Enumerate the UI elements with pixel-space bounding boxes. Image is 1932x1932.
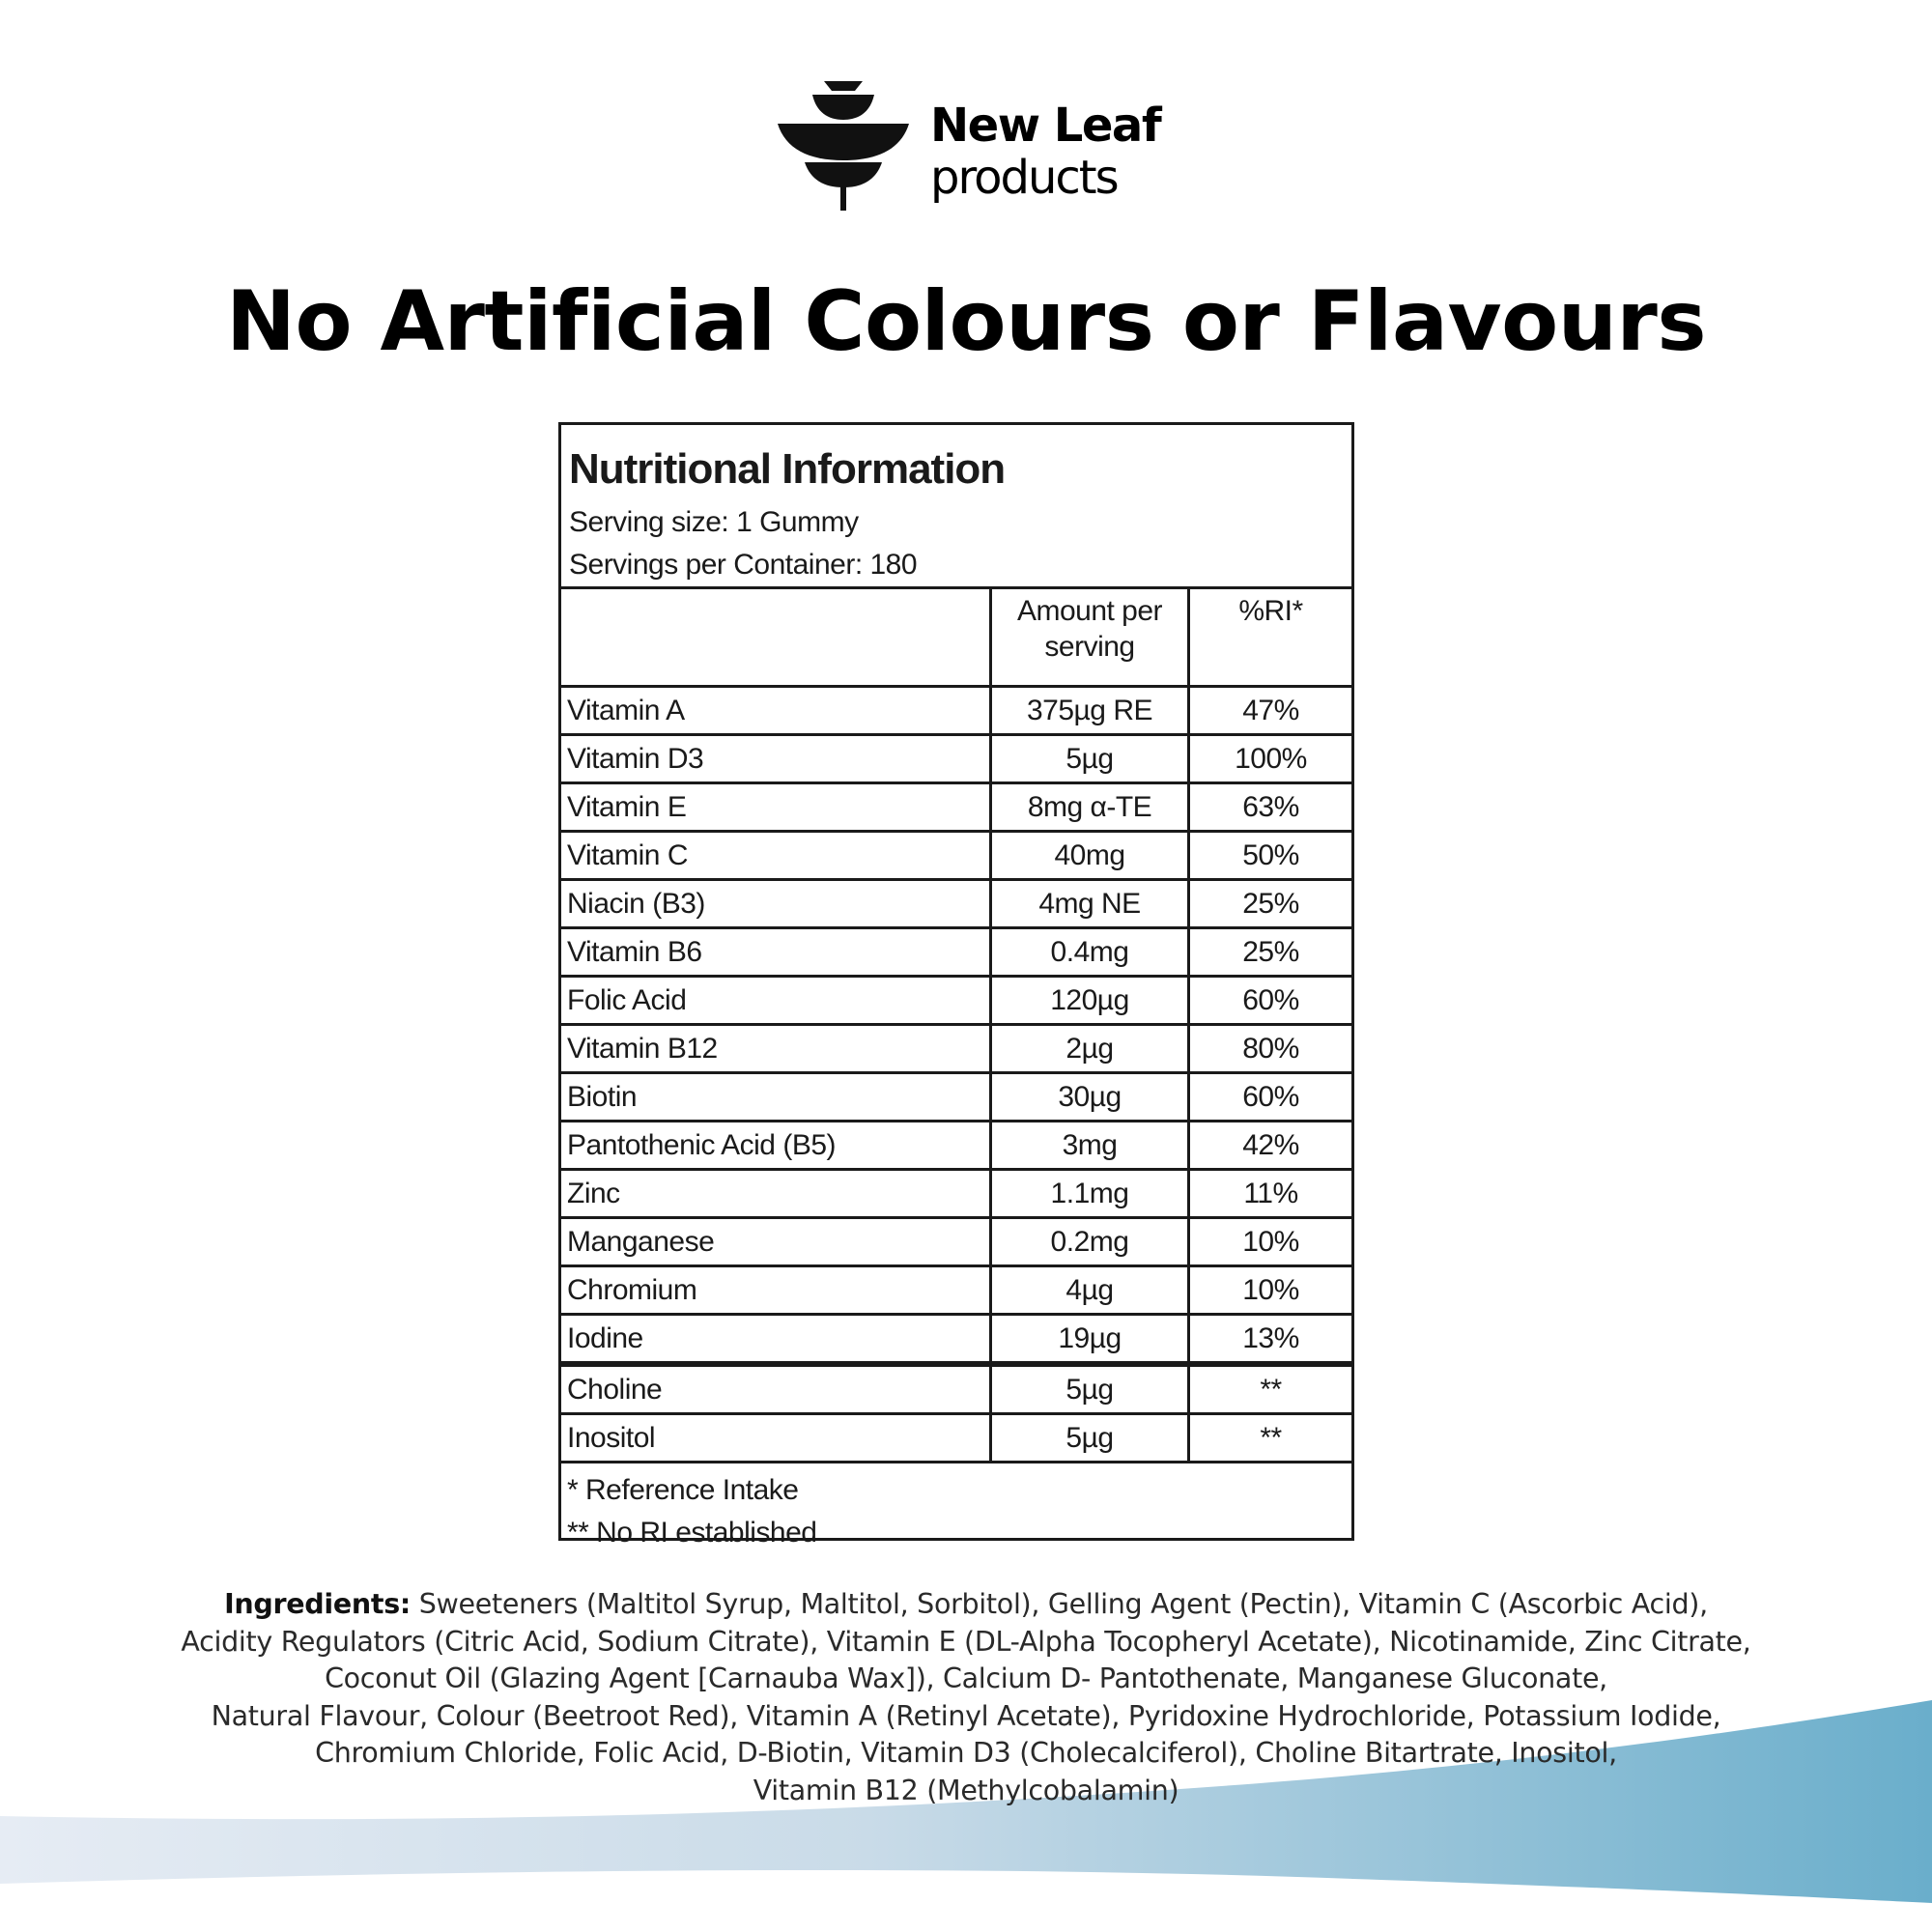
nutrition-panel xyxy=(558,422,1354,1548)
ingredients-label: Ingredients: xyxy=(224,1588,411,1620)
table-row xyxy=(561,783,1351,832)
cell-name: Iodine xyxy=(561,1315,991,1365)
cell-ri: 63% xyxy=(1189,783,1352,832)
cell-amount: 4mg NE xyxy=(991,880,1189,928)
cell-ri: 25% xyxy=(1189,928,1352,977)
cell-amount: 40mg xyxy=(991,832,1189,880)
headline: No Artificial Colours or Flavours xyxy=(225,273,1707,370)
cell-amount: 0.2mg xyxy=(991,1218,1189,1266)
cell-name: Vitamin D3 xyxy=(561,735,991,783)
table-row xyxy=(561,880,1351,928)
table-row xyxy=(561,687,1351,735)
cell-ri: 60% xyxy=(1189,1073,1352,1122)
footnote-no-ri: ** No RI established xyxy=(567,1517,817,1548)
cell-ri: ** xyxy=(1189,1414,1352,1463)
cell-amount: 8mg α-TE xyxy=(991,783,1189,832)
cell-ri: 10% xyxy=(1189,1266,1352,1315)
ingredients-block xyxy=(48,1586,1884,1809)
cell-ri: 13% xyxy=(1189,1315,1352,1365)
table-row xyxy=(561,1025,1351,1073)
column-header-ri: %RI* xyxy=(1189,589,1352,687)
column-header-amount: Amount per serving xyxy=(991,589,1189,687)
cell-name: Folic Acid xyxy=(561,977,991,1025)
ingredients-line: Coconut Oil (Glazing Agent [Carnauba Wax]), Calcium D- Pantothenate, Manganese Gluconate, xyxy=(325,1662,1607,1694)
column-header-name xyxy=(561,589,991,687)
cell-amount: 30µg xyxy=(991,1073,1189,1122)
cell-ri: 60% xyxy=(1189,977,1352,1025)
table-row xyxy=(561,1364,1351,1414)
cell-name: Biotin xyxy=(561,1073,991,1122)
cell-amount: 375µg RE xyxy=(991,687,1189,735)
leaf-tree-icon xyxy=(776,77,911,213)
table-header-row xyxy=(561,589,1351,687)
ingredients-line: Acidity Regulators (Citric Acid, Sodium Citrate), Vitamin E (DL-Alpha Tocopheryl Acetate), Nicotinamide, Zinc Citrate, xyxy=(181,1625,1751,1658)
table-row xyxy=(561,977,1351,1025)
cell-name: Manganese xyxy=(561,1218,991,1266)
cell-ri: 100% xyxy=(1189,735,1352,783)
cell-ri: 80% xyxy=(1189,1025,1352,1073)
servings-per-container: Servings per Container: 180 xyxy=(569,549,918,581)
cell-name: Choline xyxy=(561,1364,991,1414)
table-row xyxy=(561,1170,1351,1218)
cell-amount: 0.4mg xyxy=(991,928,1189,977)
table-row xyxy=(561,1218,1351,1266)
cell-amount: 5µg xyxy=(991,1364,1189,1414)
table-row xyxy=(561,1414,1351,1463)
cell-name: Inositol xyxy=(561,1414,991,1463)
cell-amount: 19µg xyxy=(991,1315,1189,1365)
cell-ri: ** xyxy=(1189,1364,1352,1414)
ingredients-line: Ingredients: Sweeteners (Maltitol Syrup, Maltitol, Sorbitol), Gelling Agent (Pectin), Vitamin C (Ascorbic Acid), xyxy=(224,1588,1708,1620)
cell-name: Vitamin E xyxy=(561,783,991,832)
serving-size: Serving size: 1 Gummy xyxy=(569,506,859,538)
nutrition-title: Nutritional Information xyxy=(569,445,1006,493)
cell-name: Vitamin B6 xyxy=(561,928,991,977)
table-row xyxy=(561,735,1351,783)
cell-ri: 50% xyxy=(1189,832,1352,880)
table-row xyxy=(561,832,1351,880)
ingredients-line: Chromium Chloride, Folic Acid, D-Biotin, Vitamin D3 (Cholecalciferol), Choline Bitartrate, Inositol, xyxy=(315,1737,1617,1769)
cell-ri: 11% xyxy=(1189,1170,1352,1218)
brand-subname: products xyxy=(930,151,1118,205)
cell-ri: 47% xyxy=(1189,687,1352,735)
cell-amount: 120µg xyxy=(991,977,1189,1025)
cell-amount: 2µg xyxy=(991,1025,1189,1073)
cell-ri: 42% xyxy=(1189,1122,1352,1170)
brand-logo xyxy=(776,77,1162,213)
cell-ri: 25% xyxy=(1189,880,1352,928)
table-row xyxy=(561,1315,1351,1365)
cell-amount: 4µg xyxy=(991,1266,1189,1315)
cell-name: Pantothenic Acid (B5) xyxy=(561,1122,991,1170)
cell-name: Vitamin A xyxy=(561,687,991,735)
cell-name: Vitamin B12 xyxy=(561,1025,991,1073)
footnotes xyxy=(561,1463,1351,1554)
cell-amount: 5µg xyxy=(991,1414,1189,1463)
cell-name: Niacin (B3) xyxy=(561,880,991,928)
table-row xyxy=(561,928,1351,977)
cell-amount: 5µg xyxy=(991,735,1189,783)
cell-amount: 3mg xyxy=(991,1122,1189,1170)
ingredients-line: Vitamin B12 (Methylcobalamin) xyxy=(753,1774,1179,1806)
brand-name: New Leaf xyxy=(930,99,1161,153)
footnote-reference-intake: * Reference Intake xyxy=(567,1474,799,1506)
table-row xyxy=(561,1122,1351,1170)
nutrition-table xyxy=(561,589,1351,1463)
table-row xyxy=(561,1266,1351,1315)
cell-name: Vitamin C xyxy=(561,832,991,880)
cell-name: Chromium xyxy=(561,1266,991,1315)
ingredients-line: Natural Flavour, Colour (Beetroot Red), Vitamin A (Retinyl Acetate), Pyridoxine Hydrochloride, Potassium Iodide, xyxy=(211,1699,1721,1732)
cell-name: Zinc xyxy=(561,1170,991,1218)
nutrition-header xyxy=(561,425,1351,589)
cell-amount: 1.1mg xyxy=(991,1170,1189,1218)
table-row xyxy=(561,1073,1351,1122)
cell-ri: 10% xyxy=(1189,1218,1352,1266)
